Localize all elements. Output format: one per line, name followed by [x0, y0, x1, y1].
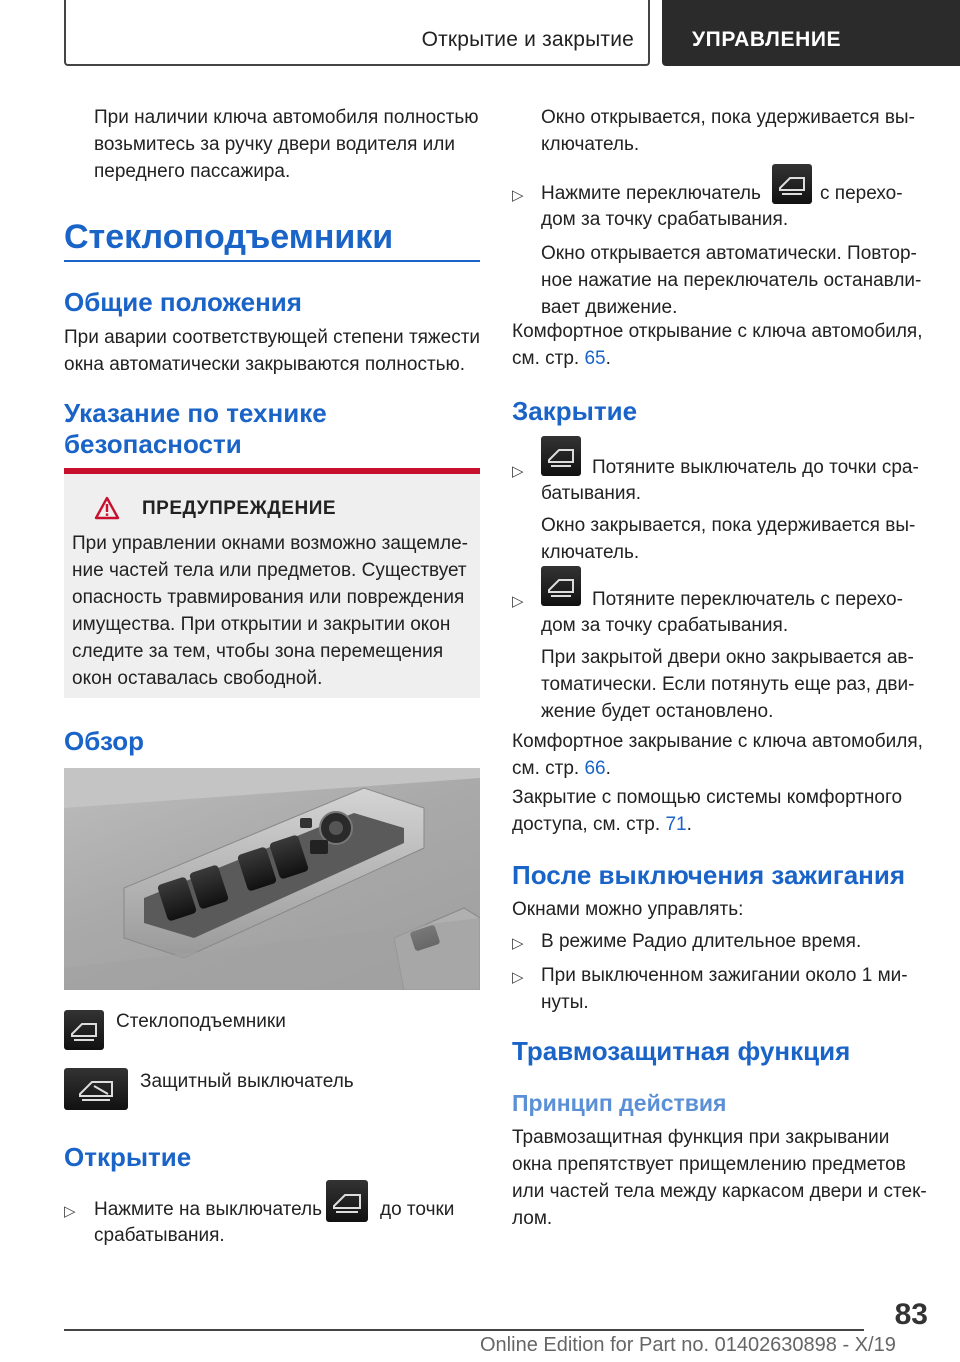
closing-heading: Закрытие	[512, 396, 638, 426]
closing-step1-text: Потяните выключатель до точки сра-	[592, 457, 919, 478]
text-line: лом.	[512, 1208, 553, 1229]
warning-title: ПРЕДУПРЕЖДЕНИЕ	[142, 498, 337, 519]
text-line: томатически. Если потянуть еще раз, дви-	[541, 674, 915, 695]
text-line	[512, 755, 942, 782]
opening-auto-paragraph	[541, 240, 941, 321]
after-ignition-heading: После выключения зажигания	[512, 860, 906, 890]
title-rule	[64, 260, 480, 262]
opening-step2-text: с перехо-	[820, 183, 903, 204]
window-switch-icon	[326, 1180, 368, 1222]
text-line: При закрытой двери окно закрывается ав-	[541, 647, 914, 668]
page-link-65[interactable]: 65	[584, 348, 606, 369]
opening-step1-text: Нажмите на выключатель	[94, 1199, 322, 1220]
text-line: ное нажатие на переключатель останавли-	[541, 270, 922, 291]
closing-step2-text: дом за точку срабатывания.	[541, 615, 789, 636]
text-line: ключатель.	[541, 134, 640, 155]
page-number: 83	[894, 1298, 928, 1331]
window-switch-icon	[541, 566, 581, 606]
opening-heading: Открытие	[64, 1142, 192, 1172]
general-paragraph	[64, 324, 484, 378]
header-chapter-title: УПРАВЛЕНИЕ	[692, 28, 842, 51]
text-span: см. стр.	[512, 758, 580, 779]
after-ignition-item1: В режиме Радио длительное время.	[541, 931, 862, 952]
page-title: Стеклоподъемники	[64, 218, 394, 256]
warning-triangle-icon	[94, 496, 120, 520]
intro-paragraph	[94, 104, 484, 185]
closing-step1-text: батывания.	[541, 483, 642, 504]
text-span: .	[605, 758, 611, 779]
opening-cont-paragraph	[541, 104, 941, 158]
comfort-opening-paragraph	[512, 318, 942, 372]
text-line: Травмозащитная функция при закрывании	[512, 1127, 890, 1148]
page-link-66[interactable]: 66	[584, 758, 606, 779]
text-span: .	[605, 348, 611, 369]
anti-trap-heading: Травмозащитная функция	[512, 1036, 851, 1066]
text-line: ние частей тела или предметов. Существует	[72, 560, 467, 581]
page-link-71[interactable]: 71	[665, 814, 687, 835]
text-line: имущества. При открытии и закрытии окон	[72, 614, 451, 635]
text-line: Окно закрывается, пока удерживается вы-	[541, 515, 916, 536]
text-line: опасность травмирования или повреждения	[72, 587, 465, 608]
bullet-triangle-icon: ▷	[512, 935, 524, 952]
after-ignition-item2	[541, 962, 941, 1016]
header-chapter-tab	[662, 0, 960, 66]
window-switch-icon	[64, 1010, 104, 1050]
text-line: нуты.	[541, 992, 589, 1013]
door-switch-panel-photo	[64, 768, 480, 990]
text-span: .	[686, 814, 692, 835]
general-heading: Общие положения	[64, 287, 302, 317]
warning-text	[72, 530, 480, 692]
comfort-closing-paragraph	[512, 728, 942, 782]
text-line: Комфортное закрывание с ключа автомобиля,	[512, 731, 923, 752]
bullet-triangle-icon: ▷	[512, 187, 524, 204]
header-section-title: Открытие и закрытие	[421, 28, 634, 51]
door-switch-panel-illustration	[64, 768, 480, 990]
text-line: ключатель.	[541, 542, 640, 563]
closing-step2-text: Потяните переключатель с перехо-	[592, 589, 903, 610]
opening-step2-text: дом за точку срабатывания.	[541, 209, 789, 230]
text-span: доступа, см. стр.	[512, 814, 661, 835]
text-line	[512, 811, 942, 838]
text-line: следите за тем, чтобы зона перемещения	[72, 641, 444, 662]
text-line: При управлении окнами возможно защемле-	[72, 533, 468, 554]
text-line: жение будет остановлено.	[541, 701, 774, 722]
after-ignition-intro: Окнами можно управлять:	[512, 899, 744, 920]
legend-label-safety-switch: Защитный выключатель	[140, 1071, 354, 1092]
text-line: При аварии соответствующей степени тяжести	[64, 327, 481, 348]
safety-switch-icon	[64, 1068, 128, 1110]
opening-step2-text: Нажмите переключатель	[541, 183, 761, 204]
text-line: Закрытие с помощью системы комфортного	[512, 787, 903, 808]
anti-trap-paragraph	[512, 1124, 942, 1232]
closing-step1-paragraph	[541, 512, 941, 566]
window-switch-icon	[541, 436, 581, 476]
comfort-access-paragraph	[512, 784, 942, 838]
text-line: возьмитесь за ручку двери водителя или	[94, 134, 455, 155]
footer-rule	[64, 1329, 864, 1331]
text-line: Окно открывается автоматически. Повтор-	[541, 243, 917, 264]
text-line: Комфортное открывание с ключа автомобиля,	[512, 321, 923, 342]
bullet-triangle-icon: ▷	[512, 463, 524, 480]
text-line: или частей тела между каркасом двери и стек-	[512, 1181, 927, 1202]
opening-step1-text: до точки	[380, 1199, 455, 1220]
overview-heading: Обзор	[64, 726, 144, 756]
anti-trap-subheading: Принцип действия	[512, 1090, 727, 1116]
heading-line: безопасности	[64, 429, 242, 459]
text-line: При выключенном зажигании около 1 ми-	[541, 965, 908, 986]
safety-heading	[64, 398, 327, 460]
edition-note: Online Edition for Part no. 01402630898 - X/19	[480, 1334, 896, 1356]
opening-step1-text: срабатывания.	[94, 1225, 225, 1246]
heading-line: Указание по технике	[64, 398, 327, 428]
text-line: окна автоматически закрываются полностью.	[64, 354, 466, 375]
text-line: Окно открывается, пока удерживается вы-	[541, 107, 915, 128]
text-line: переднего пассажира.	[94, 161, 291, 182]
closing-step2-paragraph	[541, 644, 941, 725]
text-span: см. стр.	[512, 348, 580, 369]
text-line	[512, 345, 942, 372]
header-section-tab	[64, 0, 650, 66]
warning-box	[64, 474, 480, 698]
bullet-triangle-icon: ▷	[512, 593, 524, 610]
text-line: окон оставалась свободной.	[72, 668, 323, 689]
legend-label-window-switch: Стеклоподъемники	[116, 1011, 286, 1032]
bullet-triangle-icon: ▷	[64, 1203, 76, 1220]
text-line: При наличии ключа автомобиля полностью	[94, 107, 479, 128]
text-line: вает движение.	[541, 297, 678, 318]
window-switch-icon	[772, 164, 812, 204]
text-line: окна препятствует прищемлению предметов	[512, 1154, 906, 1175]
bullet-triangle-icon: ▷	[512, 969, 524, 986]
